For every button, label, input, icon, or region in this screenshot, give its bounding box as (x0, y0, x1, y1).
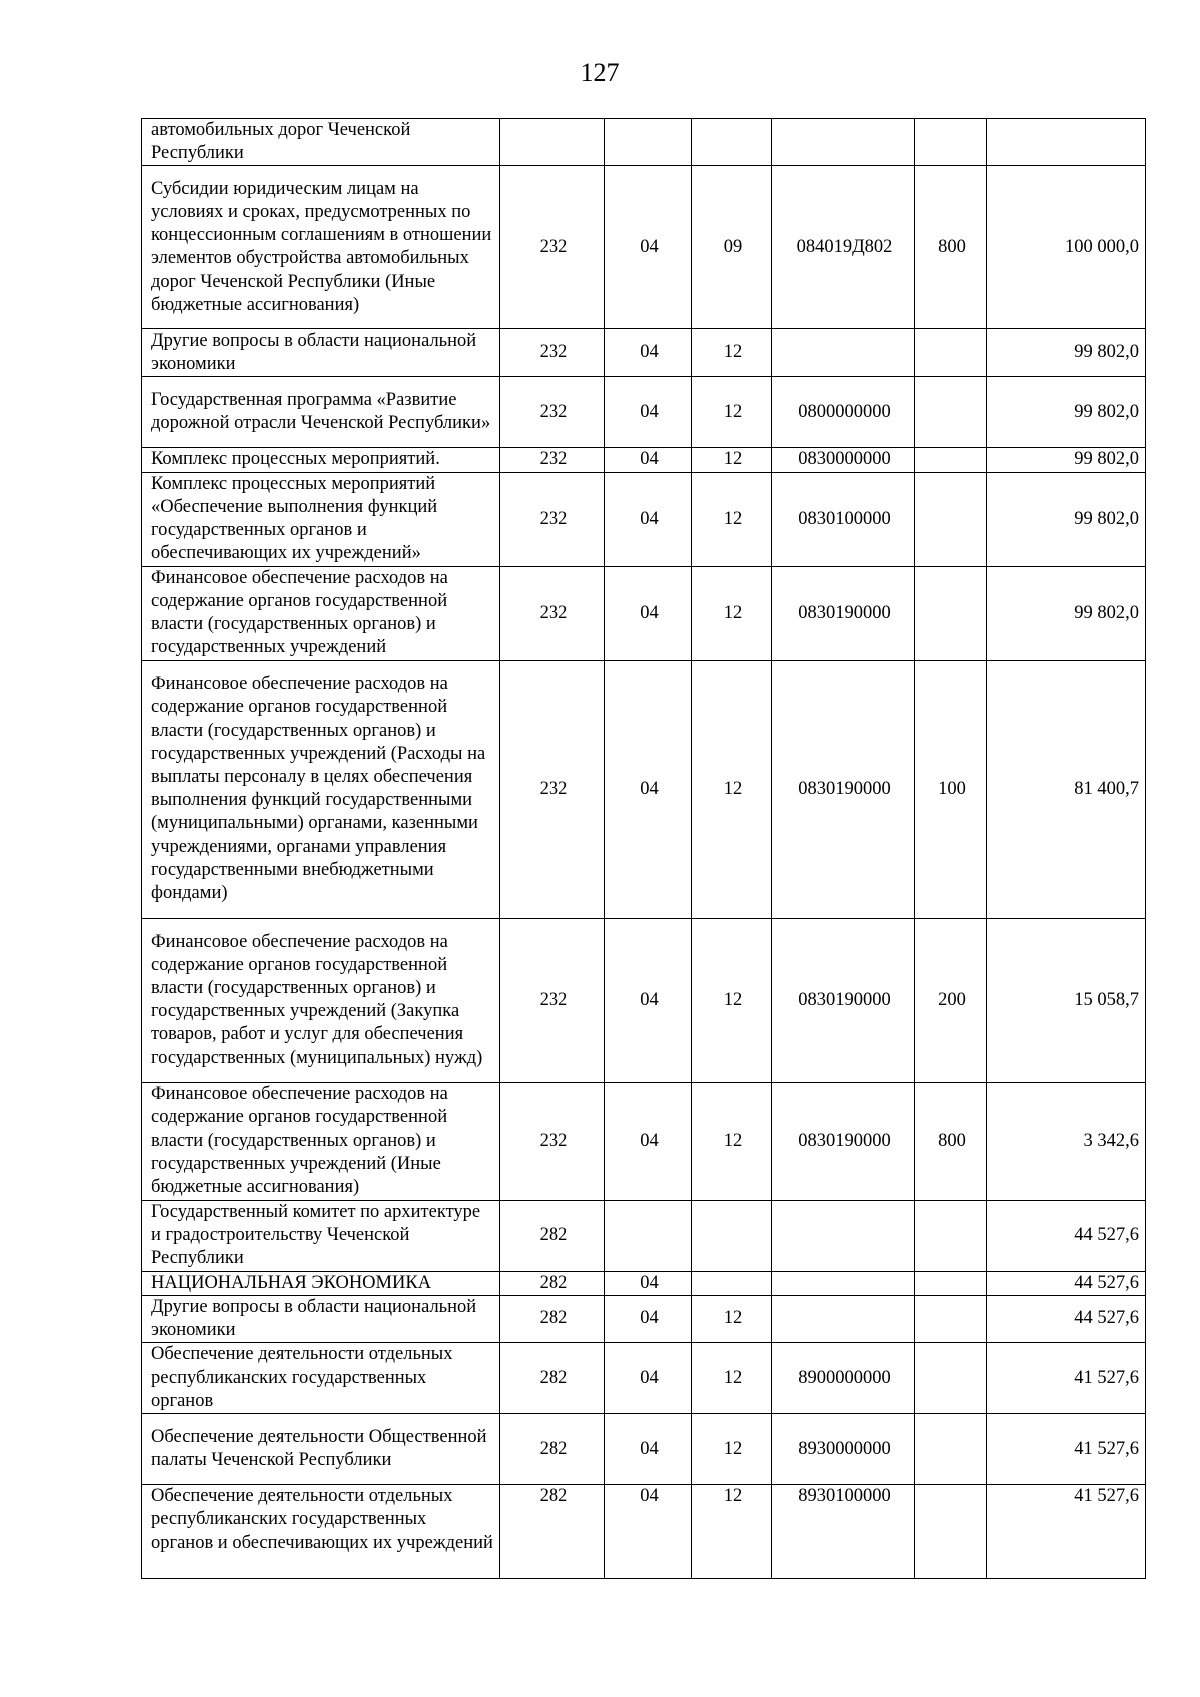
cell-expense (915, 1200, 987, 1271)
table-row (142, 1485, 1146, 1579)
cell-amount: 100 000,0 (987, 166, 1146, 329)
cell-name: НАЦИОНАЛЬНАЯ ЭКОНОМИКА (142, 1271, 500, 1295)
cell-target (772, 1295, 915, 1342)
cell-expense (915, 119, 987, 166)
page-number: 127 (580, 58, 620, 87)
cell-subsection: 12 (692, 448, 772, 472)
cell-amount: 41 527,6 (987, 1485, 1146, 1579)
cell-subsection: 12 (692, 566, 772, 660)
cell-target: 8930000000 (772, 1414, 915, 1485)
cell-section: 04 (605, 918, 692, 1082)
table-row (142, 660, 1146, 918)
cell-target: 084019Д802 (772, 166, 915, 329)
cell-subsection: 12 (692, 472, 772, 566)
table-row (142, 1200, 1146, 1271)
cell-expense (915, 1343, 987, 1414)
cell-subsection: 12 (692, 918, 772, 1082)
cell-section: 04 (605, 1414, 692, 1485)
table-row (142, 472, 1146, 566)
cell-target (772, 1200, 915, 1271)
cell-target: 0830190000 (772, 918, 915, 1082)
budget-table (141, 118, 1146, 1579)
cell-ministry: 232 (500, 377, 605, 448)
table-row (142, 566, 1146, 660)
cell-ministry: 232 (500, 566, 605, 660)
cell-ministry: 232 (500, 329, 605, 377)
cell-amount: 15 058,7 (987, 918, 1146, 1082)
cell-ministry: 232 (500, 660, 605, 918)
cell-amount: 44 527,6 (987, 1200, 1146, 1271)
cell-target: 0830190000 (772, 660, 915, 918)
cell-section: 04 (605, 166, 692, 329)
cell-section: 04 (605, 448, 692, 472)
cell-ministry: 282 (500, 1485, 605, 1579)
cell-expense (915, 377, 987, 448)
cell-section: 04 (605, 377, 692, 448)
cell-section: 04 (605, 1343, 692, 1414)
cell-name: автомобильных дорог Чеченской Республики (142, 119, 500, 166)
cell-target: 8900000000 (772, 1343, 915, 1414)
cell-name: Финансовое обеспечение расходов на содержание органов государственной власти (государственных органов) и государственных учреждений (142, 566, 500, 660)
cell-ministry: 232 (500, 166, 605, 329)
cell-amount: 99 802,0 (987, 566, 1146, 660)
cell-subsection: 12 (692, 1485, 772, 1579)
cell-subsection: 09 (692, 166, 772, 329)
table-row (142, 329, 1146, 377)
cell-section (605, 1200, 692, 1271)
cell-amount: 99 802,0 (987, 472, 1146, 566)
cell-amount: 99 802,0 (987, 329, 1146, 377)
cell-subsection: 12 (692, 1343, 772, 1414)
cell-section: 04 (605, 1082, 692, 1200)
cell-ministry: 232 (500, 918, 605, 1082)
cell-subsection: 12 (692, 1414, 772, 1485)
cell-expense (915, 1295, 987, 1342)
cell-ministry: 232 (500, 448, 605, 472)
cell-subsection (692, 119, 772, 166)
cell-ministry: 282 (500, 1343, 605, 1414)
cell-expense (915, 566, 987, 660)
cell-section: 04 (605, 472, 692, 566)
table-row (142, 1082, 1146, 1200)
cell-name: Государственная программа «Развитие дорожной отрасли Чеченской Республики» (142, 377, 500, 448)
cell-subsection (692, 1200, 772, 1271)
cell-section: 04 (605, 1295, 692, 1342)
cell-name: Финансовое обеспечение расходов на содержание органов государственной власти (государственных органов) и государственных учреждений (Закупка товаров, работ и услуг для обеспечения государственных (муниципальных) нужд) (142, 918, 500, 1082)
cell-name: Обеспечение деятельности отдельных республиканских государственных органов (142, 1343, 500, 1414)
cell-target: 0830000000 (772, 448, 915, 472)
cell-expense (915, 448, 987, 472)
cell-amount: 44 527,6 (987, 1295, 1146, 1342)
cell-expense: 100 (915, 660, 987, 918)
cell-subsection: 12 (692, 329, 772, 377)
cell-amount: 41 527,6 (987, 1414, 1146, 1485)
cell-amount: 99 802,0 (987, 448, 1146, 472)
cell-expense (915, 1485, 987, 1579)
table-row (142, 918, 1146, 1082)
cell-name: Другие вопросы в области национальной экономики (142, 1295, 500, 1342)
cell-target: 0830190000 (772, 1082, 915, 1200)
cell-subsection (692, 1271, 772, 1295)
cell-subsection: 12 (692, 1082, 772, 1200)
cell-section: 04 (605, 1485, 692, 1579)
cell-name: Другие вопросы в области национальной экономики (142, 329, 500, 377)
cell-section: 04 (605, 1271, 692, 1295)
table-row (142, 1271, 1146, 1295)
table-row (142, 1414, 1146, 1485)
cell-ministry (500, 119, 605, 166)
cell-ministry: 282 (500, 1414, 605, 1485)
cell-subsection: 12 (692, 1295, 772, 1342)
cell-name: Комплекс процессных мероприятий «Обеспечение выполнения функций государственных органов и обеспечивающих их учреждений» (142, 472, 500, 566)
table-row (142, 1343, 1146, 1414)
cell-name: Финансовое обеспечение расходов на содержание органов государственной власти (государственных органов) и государственных учреждений (Расходы на выплаты персоналу в целях обеспечения выполнения функций государственными (муниципальными) органами, казенными учреждениями, органами управления государственными внебюджетными фондами) (142, 660, 500, 918)
cell-name: Комплекс процессных мероприятий. (142, 448, 500, 472)
cell-target (772, 119, 915, 166)
cell-section: 04 (605, 566, 692, 660)
cell-target: 8930100000 (772, 1485, 915, 1579)
table-row (142, 377, 1146, 448)
table-body (142, 119, 1146, 1579)
cell-ministry: 282 (500, 1295, 605, 1342)
cell-expense: 800 (915, 1082, 987, 1200)
cell-subsection: 12 (692, 377, 772, 448)
cell-expense (915, 329, 987, 377)
cell-expense: 800 (915, 166, 987, 329)
table-row (142, 166, 1146, 329)
cell-ministry: 232 (500, 472, 605, 566)
cell-target (772, 329, 915, 377)
cell-amount (987, 119, 1146, 166)
cell-expense (915, 1271, 987, 1295)
cell-section: 04 (605, 660, 692, 918)
cell-target: 0830100000 (772, 472, 915, 566)
cell-target: 0830190000 (772, 566, 915, 660)
cell-name: Обеспечение деятельности Общественной палаты Чеченской Республики (142, 1414, 500, 1485)
cell-amount: 3 342,6 (987, 1082, 1146, 1200)
cell-amount: 44 527,6 (987, 1271, 1146, 1295)
cell-section: 04 (605, 329, 692, 377)
table-row (142, 1295, 1146, 1342)
cell-ministry: 232 (500, 1082, 605, 1200)
cell-amount: 41 527,6 (987, 1343, 1146, 1414)
cell-section (605, 119, 692, 166)
cell-amount: 81 400,7 (987, 660, 1146, 918)
cell-ministry: 282 (500, 1271, 605, 1295)
cell-name: Финансовое обеспечение расходов на содержание органов государственной власти (государственных органов) и государственных учреждений (Иные бюджетные ассигнования) (142, 1082, 500, 1200)
cell-ministry: 282 (500, 1200, 605, 1271)
cell-expense: 200 (915, 918, 987, 1082)
cell-name: Субсидии юридическим лицам на условиях и сроках, предусмотренных по концессионным соглашениям в отношении элементов обустройства автомобильных дорог Чеченской Республики (Иные бюджетные ассигнования) (142, 166, 500, 329)
table-row (142, 448, 1146, 472)
cell-name: Обеспечение деятельности отдельных республиканских государственных органов и обеспечивающих их учреждений (142, 1485, 500, 1579)
cell-amount: 99 802,0 (987, 377, 1146, 448)
cell-target: 0800000000 (772, 377, 915, 448)
cell-expense (915, 1414, 987, 1485)
table-row (142, 119, 1146, 166)
cell-expense (915, 472, 987, 566)
cell-subsection: 12 (692, 660, 772, 918)
cell-target (772, 1271, 915, 1295)
cell-name: Государственный комитет по архитектуре и градостроительству Чеченской Республики (142, 1200, 500, 1271)
